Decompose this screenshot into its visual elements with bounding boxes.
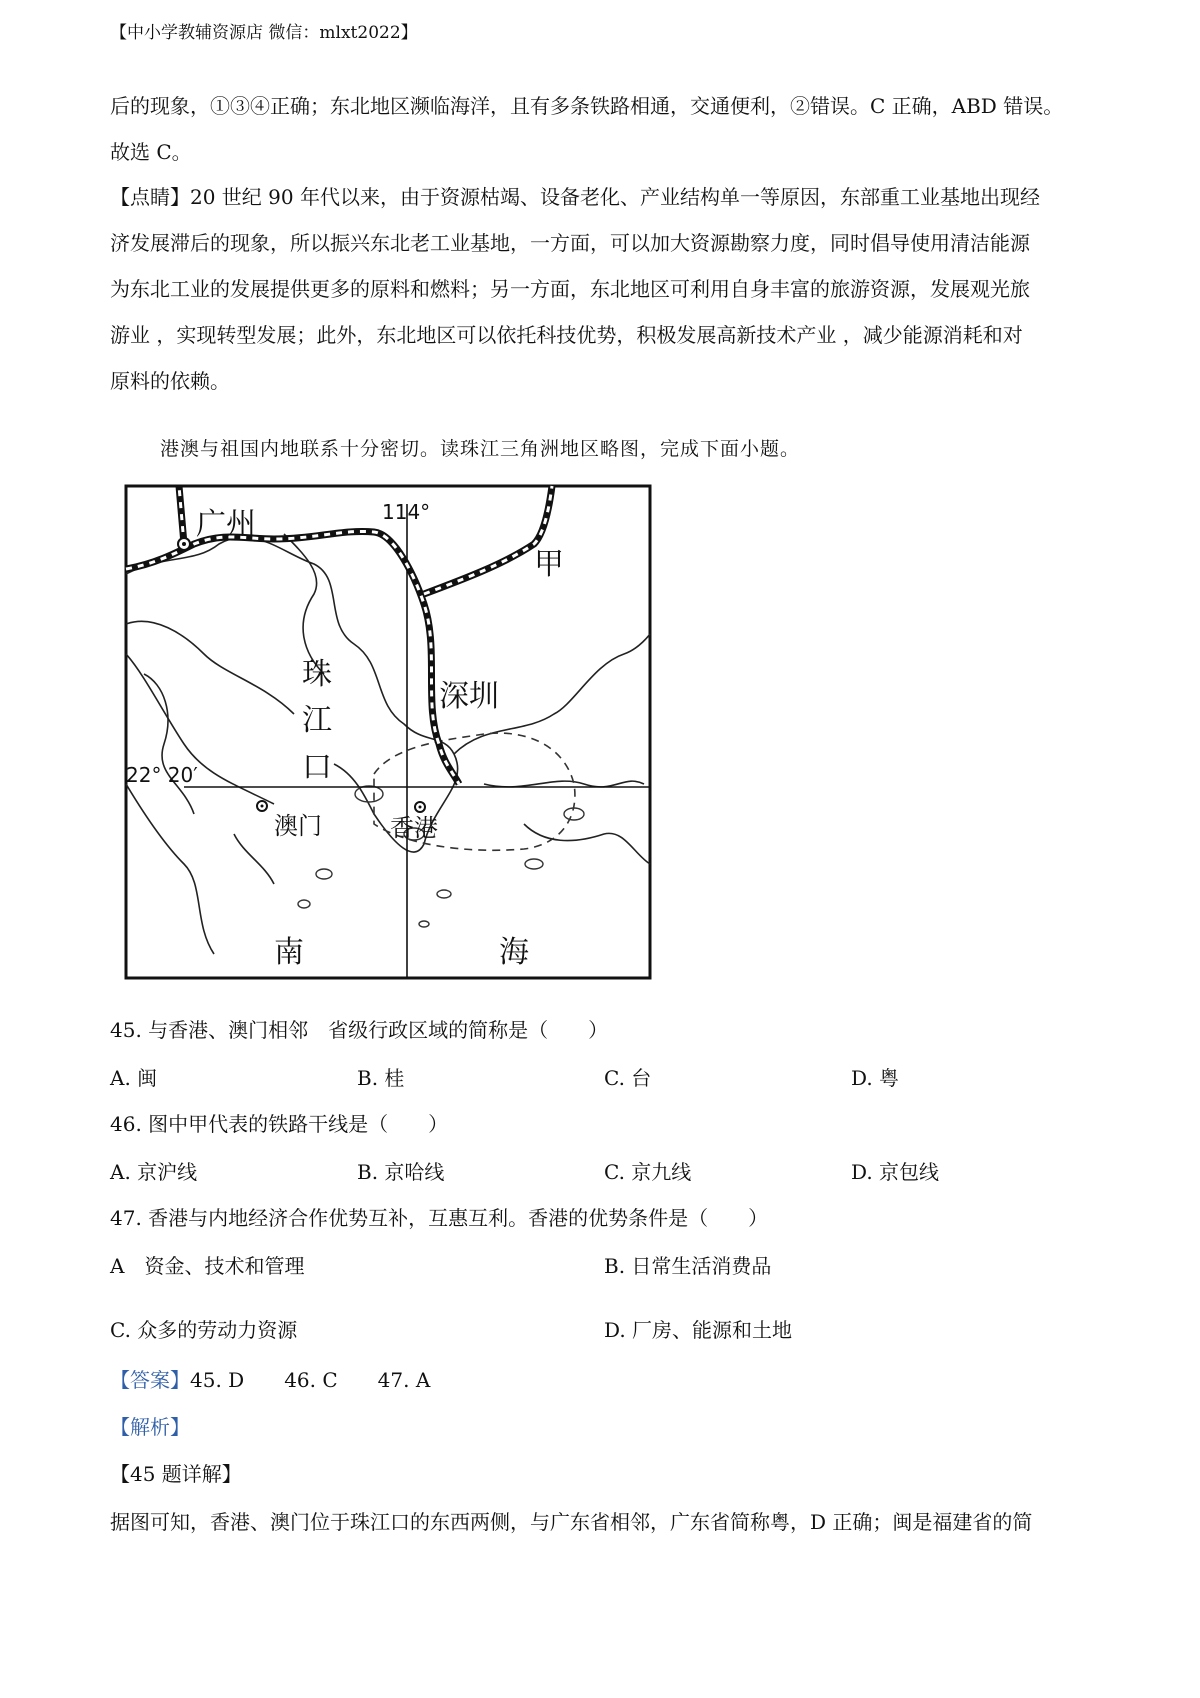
dianjing-tag: 【点睛】 [110,185,190,209]
map-label-aomen: 澳门 [274,812,322,840]
dianjing-line: 济发展滞后的现象，所以振兴东北老工业基地，一方面，可以加大资源勘察力度，同时倡导使用清洁能源 [110,231,1030,255]
paragraph-line: 后的现象，①③④正确；东北地区濒临海洋，且有多条铁路相通，交通便利，②错误。C 正确，ABD 错误。 [110,94,1064,118]
question-46-stem: 46. 图中甲代表的铁路干线是（ ） [110,1112,449,1136]
pearl-river-delta-map [124,484,652,980]
answer-item: 46. C [284,1368,338,1392]
map-label-lat: 22° 20′ [126,763,198,787]
question-47-option: C. 众多的劳动力资源 [110,1318,298,1342]
map-frame [126,486,650,978]
question-45-option: B. 桂 [357,1066,405,1090]
map-label-guangzhou: 广州 [196,507,256,542]
map-label-kou: 口 [302,750,332,785]
answer-item: 47. A [377,1368,431,1392]
figure-caption: 港澳与祖国内地联系十分密切。读珠江三角洲地区略图，完成下面小题。 [160,438,801,460]
question-46-option: D. 京包线 [851,1160,940,1184]
dianjing-text: 20 世纪 90 年代以来，由于资源枯竭、设备老化、产业结构单一等原因，东部重工业基地出现经 [190,185,1040,209]
map-label-lon: 114° [382,500,431,524]
question-46-option: C. 京九线 [604,1160,692,1184]
map-label-zhu: 珠 [302,657,332,692]
answer-item: 45. D [190,1368,245,1392]
question-46-option: B. 京哈线 [357,1160,445,1184]
dianjing-line: 游业 ，实现转型发展；此外，东北地区可以依托科技优势，积极发展高新技术产业 ，减少能源消耗和对 [110,323,1023,347]
question-45-stem: 45. 与香港、澳门相邻 省级行政区域的简称是（ ） [110,1018,609,1042]
question-47-option: B. 日常生活消费品 [604,1254,772,1278]
map-label-nan: 南 [274,935,304,970]
question-47-option: A 资金、技术和管理 [110,1254,305,1278]
question-45-option: C. 台 [604,1066,652,1090]
answer-tag: 【答案】 [110,1368,190,1392]
map-label-jia: 甲 [534,547,564,582]
question-47-option: D. 厂房、能源和土地 [604,1318,793,1342]
detail-45-text: 据图可知，香港、澳门位于珠江口的东西两侧，与广东省相邻，广东省简称粤，D 正确；闽是福建省的简 [110,1510,1033,1534]
dianjing-line: 为东北工业的发展提供更多的原料和燃料；另一方面，东北地区可利用自身丰富的旅游资源，发展观光旅 [110,277,1030,301]
dianjing-line [110,183,1040,211]
paragraph-line: 故选 C。 [110,140,192,164]
page-header-watermark: 【中小学教辅资源店 微信：mlxt2022】 [110,23,418,43]
dianjing-line: 原料的依赖。 [110,369,230,393]
question-47-stem: 47. 香港与内地经济合作优势互补，互惠互利。香港的优势条件是（ ） [110,1206,769,1230]
question-45-option: D. 粤 [851,1066,900,1090]
map-label-jiang: 江 [302,703,332,738]
answer-line [110,1366,430,1394]
map-label-xianggang: 香港 [390,814,438,842]
map-label-shenzhen: 深圳 [439,679,499,714]
map-label-hai: 海 [499,935,529,970]
detail-45-heading: 【45 题详解】 [110,1462,242,1486]
question-46-option: A. 京沪线 [110,1160,198,1184]
jiexi-heading: 【解析】 [110,1415,190,1439]
question-45-option: A. 闽 [110,1066,158,1090]
